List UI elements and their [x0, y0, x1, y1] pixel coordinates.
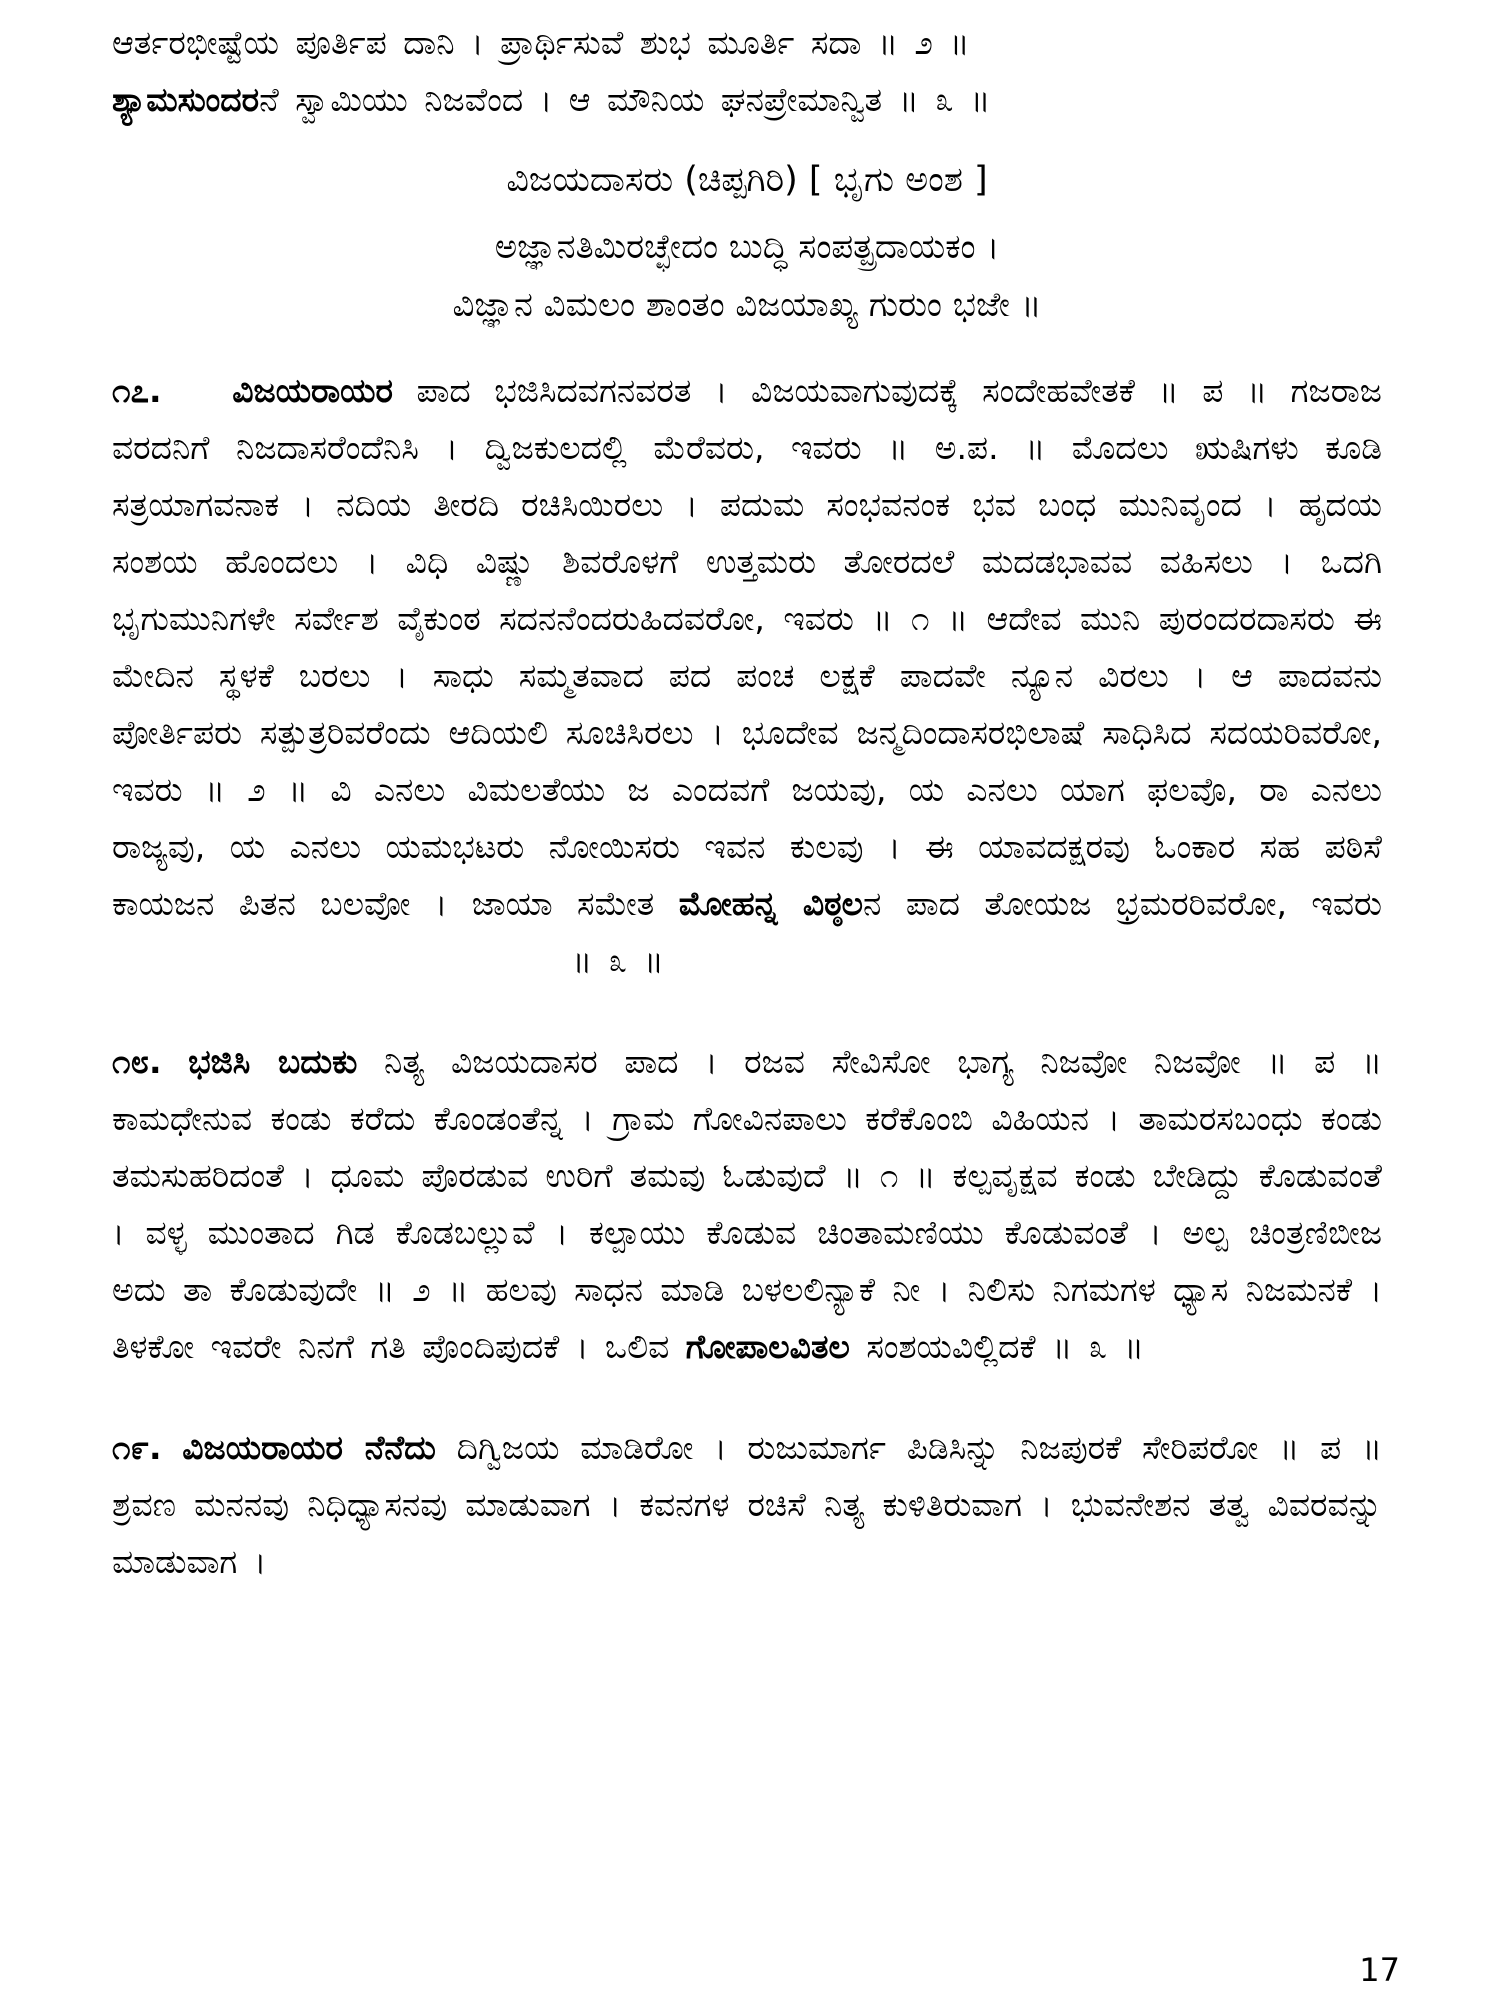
shloka-line-2: ವಿಜ್ಞಾನ ವಿಮಲಂ ಶಾಂತಂ ವಿಜಯಾಖ್ಯ ಗುರುಂ ಭಜೇ ॥ [452, 285, 1042, 325]
song-title: ಭಜಿಸಿ ಬದುಕು [188, 1042, 358, 1081]
shloka [112, 218, 1382, 334]
intro-mudrika: ಶ್ಯಾಮಸುಂದರ [112, 80, 260, 119]
song-19 [112, 1419, 1382, 1590]
song-number: ೧೯. [112, 1428, 162, 1467]
song-text: ನಿತ್ಯ ವಿಜಯದಾಸರ ಪಾದ । ರಜವ ಸೇವಿಸೋ ಭಾಗ್ಯ ನಿಜವೋ ನಿಜವೋ ॥ ಪ ॥ ಕಾಮಧೇನುವ ಕಂಡು ಕರೆದು ಕೊಂಡಂತೆನ್ನ । ಗ್ರಾಮ ಗೋವಿನಪಾಲು ಕರೆಕೊಂಬಿ ವಿಹಿಯನ । ತಾಮರಸಬಂಧು ಕಂಡು ತಮಸುಹರಿದಂತೆ । ಧೂಮ ಪೊರಡುವ ಉರಿಗೆ ತಮವು ಓಡುವುದೆ ॥ ೧ ॥ ಕಲ್ಪವೃಕ್ಷವ ಕಂಡು ಬೇಡಿದ್ದು ಕೊಡುವಂತೆ । ವಳ್ಳ ಮುಂತಾದ ಗಿಡ ಕೊಡಬಲ್ಲುವೆ । ಕಲ್ಪಾಯು ಕೊಡುವ ಚಿಂತಾಮಣಿಯು ಕೊಡುವಂತೆ । ಅಲ್ಪ ಚಿಂತ್ರಣಿಬೀಜ ಅದು ತಾ ಕೊಡುವುದೇ ॥ ೨ ॥ ಹಲವು ಸಾಧನ ಮಾಡಿ ಬಳಲಲಿನ್ಯಾಕೆ ನೀ । ನಿಲಿಸು ನಿಗಮಗಳ ಧ್ಯಾಸ ನಿಜಮನಕೆ । ತಿಳಕೋ ಇವರೇ ನಿನಗೆ ಗತಿ ಪೊಂದಿಪುದಕೆ । ಒಲಿವ [112, 1042, 1382, 1366]
song-17 [112, 362, 1382, 989]
song-ending: ॥ ೩ ॥ [572, 941, 664, 980]
song-title: ವಿಜಯರಾಯರ ನೆನೆದು [182, 1428, 436, 1467]
song-text-end: ನ ಪಾದ ತೋಯಜ ಭ್ರಮರರಿವರೋ, ಇವರು [863, 884, 1383, 923]
intro-line-1: ಆರ್ತರಭೀಷ್ಟೆಯ ಪೂರ್ತಿಪ ದಾನಿ । ಪ್ರಾರ್ಥಿಸುವೆ ಶುಭ ಮೂರ್ತಿ ಸದಾ ॥ ೨ ॥ [112, 23, 970, 62]
song-18 [112, 1033, 1382, 1375]
song-text: ದಿಗ್ವಿಜಯ ಮಾಡಿರೋ । ರುಜುಮಾರ್ಗ ಪಿಡಿಸಿನ್ನು ನಿಜಪುರಕೆ ಸೇರಿಪರೋ ॥ ಪ ॥ ಶ್ರವಣ ಮನನವು ನಿಧಿಧ್ಯಾಸನವು ಮಾಡುವಾಗ । ಕವನಗಳ ರಚಿಸೆ ನಿತ್ಯ ಕುಳಿತಿರುವಾಗ । ಭುವನೇಶನ ತತ್ವ ವಿವರವನ್ನು ಮಾಡುವಾಗ । [112, 1428, 1382, 1581]
shloka-line-1: ಅಜ್ಞಾನತಿಮಿರಚ್ಛೇದಂ ಬುದ್ಧಿ ಸಂಪತ್ಪ್ರದಾಯಕಂ । [494, 227, 1000, 267]
page-content [112, 14, 1382, 1590]
song-mudrika: ಮೋಹನ್ನ ವಿಠ್ಠಲ [678, 884, 864, 923]
song-number: ೧೭. [112, 371, 162, 410]
song-mudrika: ಗೋಪಾಲವಿತಲ [685, 1327, 850, 1366]
intro-line-2: ನೆ ಸ್ವಾಮಿಯು ನಿಜವೆಂದ । ಆ ಮೌನಿಯ ಘನಪ್ರೇಮಾನ್ವಿತ ॥ ೩ ॥ [259, 80, 991, 119]
song-text-end: ಸಂಶಯವಿಲ್ಲಿದಕೆ ॥ ೩ ॥ [849, 1327, 1144, 1366]
intro-paragraph [112, 14, 1382, 128]
song-number: ೧೮. [112, 1042, 162, 1081]
song-text: ಪಾದ ಭಜಿಸಿದವಗನವರತ । ವಿಜಯವಾಗುವುದಕ್ಕೆ ಸಂದೇಹವೇತಕೆ ॥ ಪ ॥ ಗಜರಾಜ ವರದನಿಗೆ ನಿಜದಾಸರೆಂದೆನಿಸಿ । ದ್ವಿಜಕುಲದಲ್ಲಿ ಮೆರೆವರು, ಇವರು ॥ ಅ.ಪ. ॥ ಮೊದಲು ಋಷಿಗಳು ಕೂಡಿ ಸತ್ರಯಾಗವನಾಕ । ನದಿಯ ತೀರದಿ ರಚಿಸಿಯಿರಲು । ಪದುಮ ಸಂಭವನಂಕ ಭವ ಬಂಧ ಮುನಿವೃಂದ । ಹೃದಯ ಸಂಶಯ ಹೊಂದಲು । ವಿಧಿ ವಿಷ್ಣು ಶಿವರೊಳಗೆ ಉತ್ತಮರು ತೋರದಲೆ ಮದಡಭಾವವ ವಹಿಸಲು । ಒದಗಿ ಭೃಗುಮುನಿಗಳೇ ಸರ್ವೇಶ ವೈಕುಂಠ ಸದನನೆಂದರುಹಿದವರೋ, ಇವರು ॥ ೧ ॥ ಆದೇವ ಮುನಿ ಪುರಂದರದಾಸರು ಈ ಮೇದಿನ ಸ್ಥಳಕೆ ಬರಲು । ಸಾಧು ಸಮ್ಮತವಾದ ಪದ ಪಂಚ ಲಕ್ಷಕೆ ಪಾದವೇ ನ್ಯೂನ ವಿರಲು । ಆ ಪಾದವನು ಪೋರ್ತಿಪರು ಸತ್ಪುತ್ರರಿವರೆಂದು ಆದಿಯಲಿ ಸೂಚಿಸಿರಲು । ಭೂದೇವ ಜನ್ಮದಿಂದಾಸರಭಿಲಾಷೆ ಸಾಧಿಸಿದ ಸದಯರಿವರೋ, ಇವರು ॥ ೨ ॥ ವಿ ಎನಲು ವಿಮಲತೆಯು ಜ ಎಂದವಗೆ ಜಯವು, ಯ ಎನಲು ಯಾಗ ಫಲವೊ, ರಾ ಎನಲು ರಾಜ್ಯವು, ಯ ಎನಲು ಯಮಭಟರು ನೋಯಿಸರು ಇವನ ಕುಲವು । ಈ ಯಾವದಕ್ಷರವು ಓಂಕಾರ ಸಹ ಪಠಿಸೆ ಕಾಯಜನ ಪಿತನ ಬಲವೋ । ಜಾಯಾ ಸಮೇತ [112, 371, 1382, 923]
page-number: 17 [1359, 1951, 1400, 1989]
section-heading: ವಿಜಯದಾಸರು (ಚಿಪ್ಪಗಿರಿ) [ ಭೃಗು ಅಂಶ ] [506, 160, 988, 200]
song-title: ವಿಜಯರಾಯರ [232, 371, 393, 410]
